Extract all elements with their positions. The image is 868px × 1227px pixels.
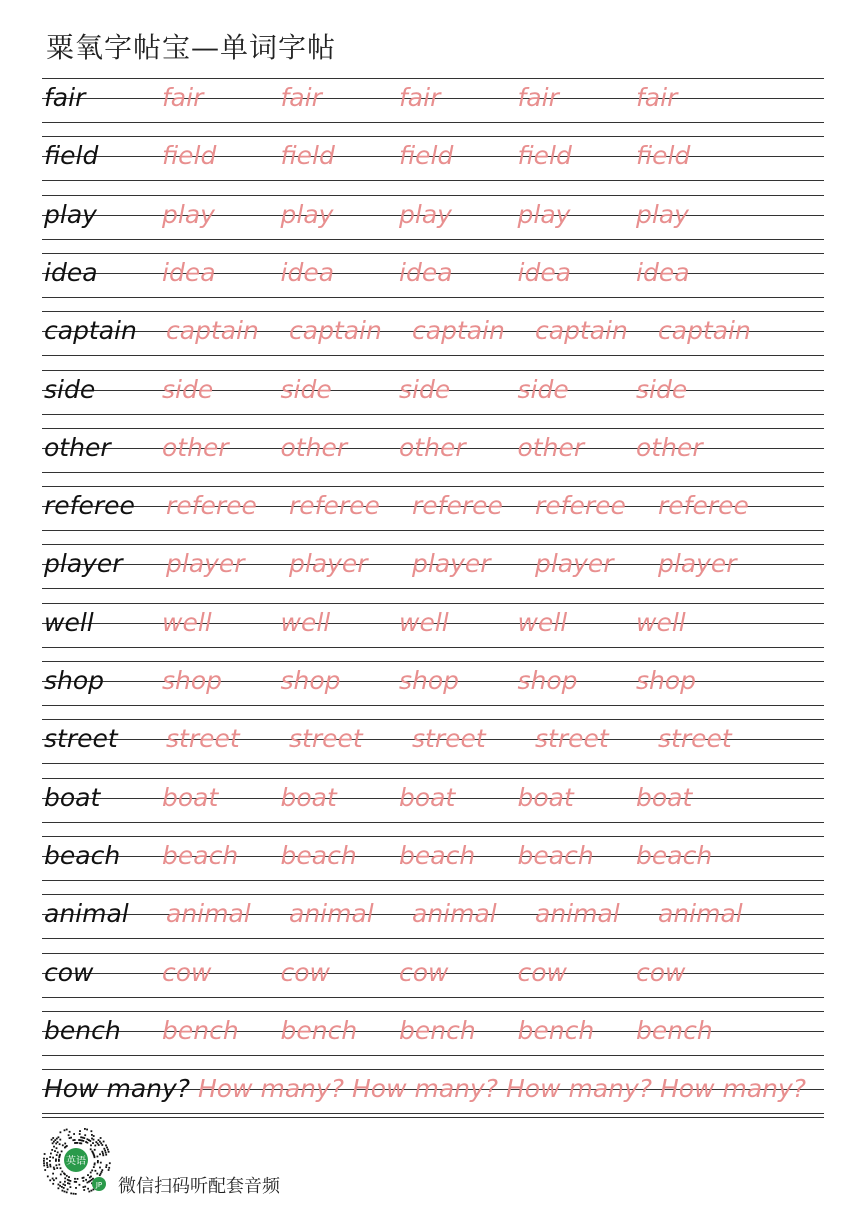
trace-word: play — [280, 199, 334, 229]
trace-word: side — [517, 374, 569, 404]
trace-word: side — [399, 374, 451, 404]
trace-word: field — [162, 141, 217, 171]
practice-row — [42, 253, 824, 311]
ruling-line — [42, 486, 824, 487]
trace-word: bench — [636, 1015, 713, 1045]
model-word: boat — [44, 782, 101, 812]
practice-row — [42, 953, 824, 1011]
trace-word: How many? — [198, 1074, 345, 1104]
trace-word: idea — [517, 257, 572, 287]
trace-word: play — [399, 199, 452, 229]
trace-word: well — [280, 607, 331, 637]
trace-word: boat — [280, 782, 337, 812]
trace-word: beach — [517, 840, 594, 870]
ruling-line — [42, 1069, 824, 1070]
practice-row — [42, 195, 824, 253]
scan-audio-text: 微信扫码听配套音频 — [118, 1176, 280, 1197]
model-word: field — [44, 141, 99, 171]
trace-word: side — [636, 374, 688, 404]
trace-word: play — [636, 199, 689, 229]
ruling-line — [42, 253, 824, 254]
trace-word: field — [280, 141, 335, 171]
model-word: play — [44, 199, 97, 229]
model-word: animal — [44, 899, 129, 929]
ruling-line — [42, 472, 824, 473]
ruling-line — [42, 705, 824, 706]
practice-row — [42, 544, 824, 602]
ruling-line — [42, 355, 824, 356]
practice-row — [42, 1069, 824, 1127]
model-word: How many? — [44, 1074, 191, 1104]
trace-word: captain — [658, 316, 751, 346]
ruling-line — [42, 1011, 824, 1012]
ruling-line — [42, 180, 824, 181]
trace-word: beach — [399, 840, 476, 870]
trace-word: cow — [517, 957, 567, 987]
trace-word: cow — [162, 957, 212, 987]
trace-word: well — [162, 607, 212, 637]
ruling-line — [42, 588, 824, 589]
trace-word: fair — [399, 83, 441, 112]
trace-word: field — [399, 141, 454, 171]
trace-word: captain — [166, 316, 259, 346]
trace-word: idea — [280, 257, 335, 287]
trace-word: player — [535, 549, 614, 579]
trace-word: well — [517, 607, 568, 637]
ruling-line — [42, 822, 824, 823]
trace-word: player — [289, 549, 368, 579]
trace-word: other — [517, 432, 585, 462]
trace-word: referee — [535, 491, 626, 521]
practice-row — [42, 136, 824, 194]
trace-word: shop — [162, 666, 223, 695]
trace-word: animal — [166, 899, 251, 929]
trace-word: idea — [399, 257, 453, 287]
ruling-line — [42, 894, 824, 895]
model-word: cow — [44, 957, 94, 987]
model-word: fair — [44, 83, 86, 112]
trace-word: animal — [289, 899, 374, 929]
ruling-line — [42, 997, 824, 998]
model-word: shop — [44, 666, 105, 695]
practice-row — [42, 719, 824, 777]
model-word: idea — [44, 257, 98, 287]
page-title: 粟氧字帖宝—单词字帖 — [46, 31, 337, 64]
trace-word: boat — [162, 782, 219, 812]
trace-word: beach — [280, 840, 357, 870]
ruling-line — [42, 311, 824, 312]
trace-word: animal — [412, 899, 497, 929]
trace-word: field — [517, 141, 572, 171]
trace-word: boat — [399, 782, 456, 812]
ruling-line — [42, 1113, 824, 1114]
ruling-line — [42, 428, 824, 429]
trace-word: bench — [162, 1015, 239, 1045]
practice-row — [42, 836, 824, 894]
ruling-line — [42, 603, 824, 604]
ruling-line — [42, 880, 824, 881]
footer — [40, 1126, 440, 1198]
ruling-line — [42, 763, 824, 764]
trace-word: fair — [517, 83, 559, 112]
model-word: player — [44, 549, 123, 579]
ruling-line — [42, 938, 824, 939]
ruling-line — [42, 1117, 824, 1118]
model-word: street — [44, 724, 118, 754]
ruling-line — [42, 1055, 824, 1056]
trace-word: cow — [399, 957, 449, 987]
trace-word: bench — [399, 1015, 476, 1045]
model-word: side — [44, 374, 96, 404]
trace-word: idea — [636, 257, 690, 287]
qr-badge-label: 英语 — [66, 1156, 86, 1167]
ruling-line — [42, 530, 824, 531]
trace-word: referee — [166, 491, 257, 521]
practice-row — [42, 428, 824, 486]
trace-word: referee — [412, 491, 503, 521]
trace-word: bench — [517, 1015, 595, 1045]
model-word: beach — [44, 840, 121, 870]
ruling-line — [42, 370, 824, 371]
model-word: referee — [44, 491, 135, 521]
trace-word: captain — [535, 316, 628, 346]
trace-word: shop — [636, 666, 697, 695]
ruling-line — [42, 78, 824, 79]
trace-word: player — [166, 549, 245, 579]
practice-row — [42, 1011, 824, 1069]
model-word: other — [44, 432, 111, 462]
ruling-line — [42, 195, 824, 196]
ruling-line — [42, 647, 824, 648]
trace-word: bench — [280, 1015, 358, 1045]
trace-word: play — [517, 199, 571, 229]
ruling-line — [42, 122, 824, 123]
model-word: captain — [44, 316, 137, 346]
practice-row — [42, 778, 824, 836]
trace-word: animal — [535, 899, 620, 929]
trace-word: cow — [280, 957, 330, 987]
ruling-line — [42, 661, 824, 662]
practice-row — [42, 486, 824, 544]
qr-corner-label: JP — [95, 1181, 103, 1189]
trace-word: beach — [636, 840, 713, 870]
model-word: well — [44, 607, 94, 637]
trace-word: shop — [280, 666, 341, 695]
trace-word: beach — [162, 840, 239, 870]
trace-word: captain — [412, 316, 505, 346]
ruling-line — [42, 414, 824, 415]
trace-word: play — [162, 199, 215, 229]
trace-word: captain — [289, 316, 382, 346]
practice-row — [42, 78, 824, 136]
ruling-line — [42, 719, 824, 720]
model-word: bench — [44, 1015, 121, 1045]
ruling-line — [42, 953, 824, 954]
trace-word: well — [399, 607, 449, 637]
trace-word: side — [162, 374, 214, 404]
trace-word: cow — [636, 957, 686, 987]
trace-word: street — [412, 724, 486, 754]
trace-word: player — [658, 549, 737, 579]
ruling-line — [42, 136, 824, 137]
practice-row — [42, 603, 824, 661]
trace-word: other — [636, 432, 703, 462]
trace-word: boat — [517, 782, 574, 812]
trace-word: fair — [280, 83, 322, 112]
ruling-line — [42, 778, 824, 779]
trace-word: other — [280, 432, 348, 462]
ruling-line — [42, 836, 824, 837]
trace-word: shop — [517, 666, 578, 695]
trace-word: side — [280, 374, 332, 404]
practice-row — [42, 370, 824, 428]
trace-word: street — [535, 724, 609, 754]
trace-word: How many? — [506, 1074, 653, 1104]
trace-word: player — [412, 549, 491, 579]
trace-word: other — [399, 432, 466, 462]
practice-row — [42, 311, 824, 369]
trace-word: animal — [658, 899, 743, 929]
ruling-line — [42, 239, 824, 240]
trace-word: fair — [162, 83, 204, 112]
trace-word: boat — [636, 782, 693, 812]
trace-word: referee — [658, 491, 749, 521]
trace-word: referee — [289, 491, 380, 521]
trace-word: other — [162, 432, 229, 462]
trace-word: fair — [636, 83, 678, 112]
trace-word: shop — [399, 666, 460, 695]
practice-row — [42, 661, 824, 719]
qr-code-icon[interactable] — [40, 1126, 112, 1198]
trace-word: idea — [162, 257, 216, 287]
trace-word: How many? — [352, 1074, 499, 1104]
trace-word: street — [658, 724, 732, 754]
trace-word: field — [636, 141, 691, 171]
practice-row — [42, 894, 824, 952]
trace-word: well — [636, 607, 686, 637]
trace-word: How many? — [660, 1074, 807, 1104]
ruling-line — [42, 544, 824, 545]
ruling-line — [42, 297, 824, 298]
trace-word: street — [166, 724, 240, 754]
trace-word: street — [289, 724, 363, 754]
